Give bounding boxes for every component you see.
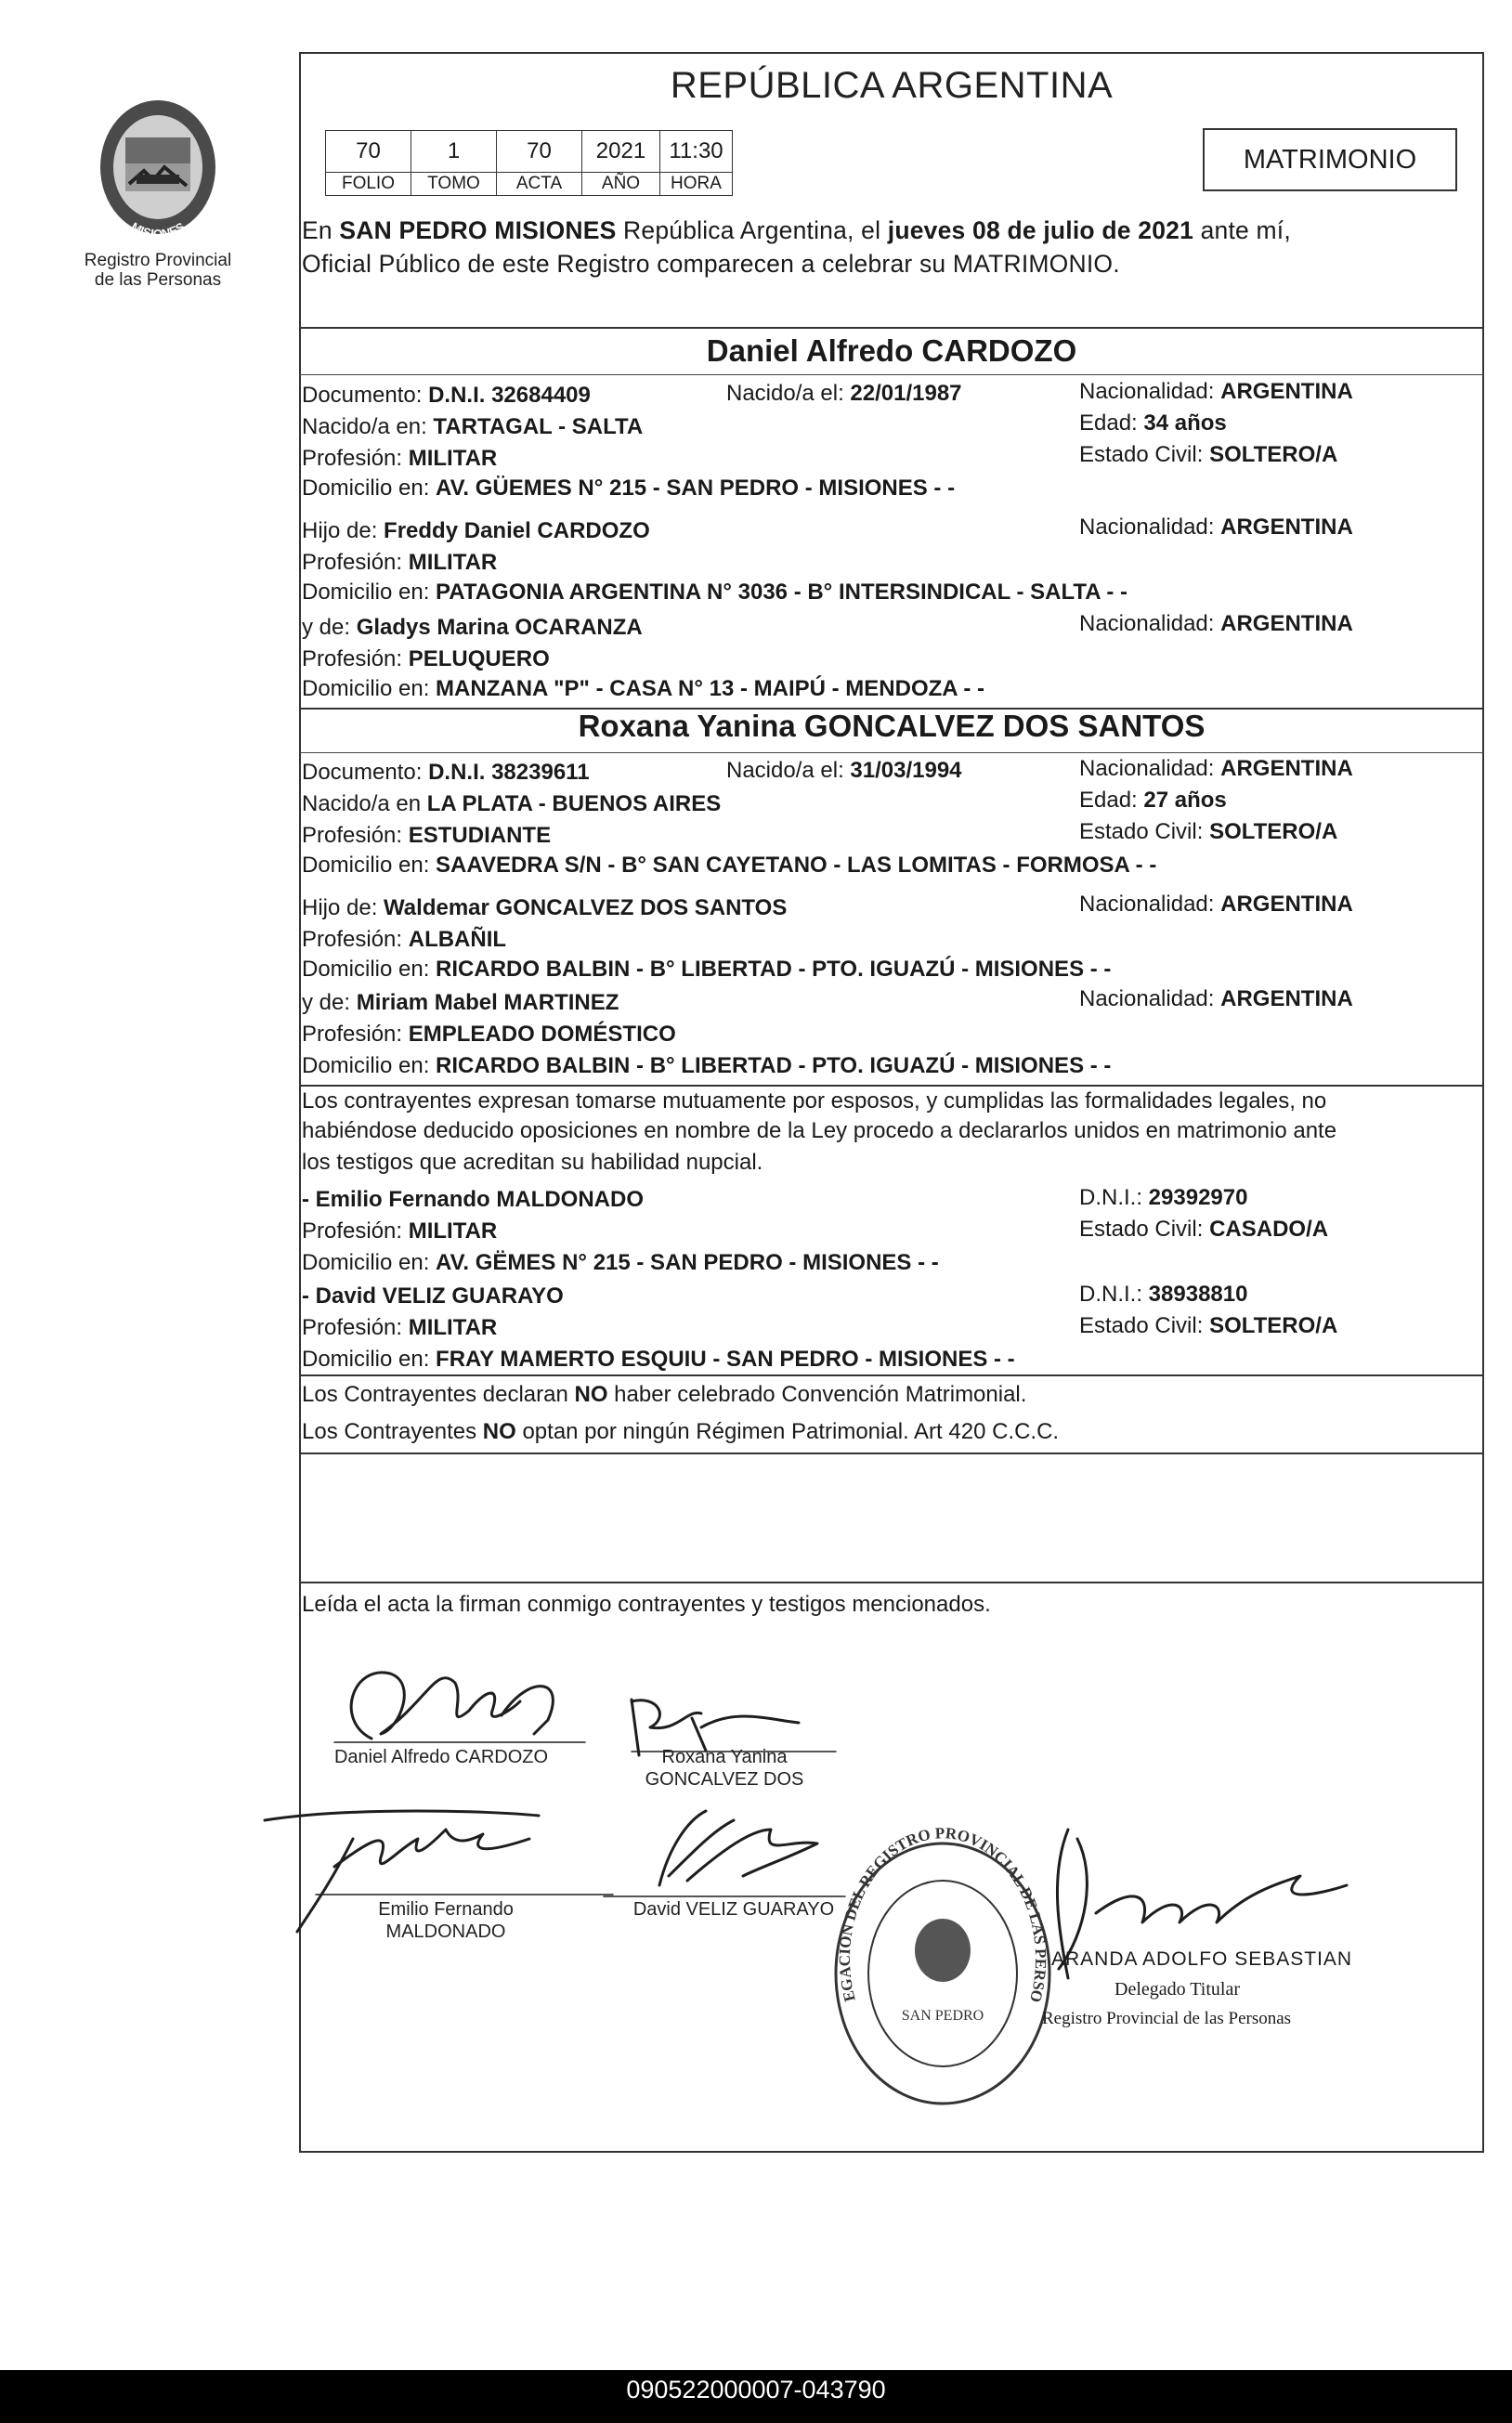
barcode-number: 090522000007-043790 (626, 2376, 886, 2403)
intro-text: República Argentina, el (616, 216, 888, 244)
value: ALBAÑIL (408, 927, 507, 952)
label: Domicilio en: (302, 676, 437, 701)
logo-arc-top: PROVINCIA DE (119, 90, 197, 114)
official-title: Delegado Titular (1114, 1979, 1240, 2000)
spouse1-domicilio (302, 475, 955, 502)
regimen-line2 (302, 1419, 1059, 1445)
spouse2-documento (302, 760, 590, 786)
spouse2-father-nacionalidad (1079, 892, 1353, 918)
hora-label: HORA (660, 173, 733, 196)
witness2-profesion (302, 1315, 497, 1341)
spouse2-father-domicilio (302, 957, 1111, 983)
spouse2-mother-profesion (302, 1022, 676, 1048)
value: 22/01/1987 (850, 381, 962, 406)
label: Nacionalidad: (1079, 379, 1221, 404)
spouse1-father-name (302, 518, 650, 544)
label: Domicilio en: (302, 853, 437, 878)
label: y de: (302, 990, 357, 1015)
label: Documento: (302, 383, 429, 408)
witness2-dni (1079, 1282, 1247, 1308)
value: 31/03/1994 (850, 758, 962, 783)
witness1-dni (1079, 1185, 1247, 1211)
regimen-no: NO (574, 1382, 608, 1407)
value: PELUQUERO (408, 646, 550, 671)
signature-caption-spouse2 (613, 1746, 836, 1791)
spouse1-name: Daniel Alfredo CARDOZO (706, 333, 1077, 368)
value: ARGENTINA (1220, 756, 1353, 781)
regimen-line1 (302, 1382, 1026, 1408)
label: Nacionalidad: (1079, 515, 1221, 540)
label: Documento: (302, 760, 429, 785)
spouse2-estado-civil (1079, 819, 1337, 845)
spouse1-edad (1079, 410, 1227, 436)
spouse1-profesion (302, 446, 497, 472)
declaration-line1: Los contrayentes expresan tomarse mutuamente por esposos, y cumplidas las formalidades legales, no (302, 1088, 1327, 1114)
witness2-estado-civil (1079, 1313, 1337, 1339)
intro-line2: Oficial Público de este Registro comparecen a celebrar su MATRIMONIO. (302, 250, 1120, 278)
regimen-text: optan por ningún Régimen Patrimonial. Art 420 C.C.C. (515, 1419, 1060, 1444)
declaration-line3: los testigos que acreditan su habilidad nupcial. (302, 1150, 763, 1175)
closing-text: Leída el acta la firman conmigo contrayentes y testigos mencionados. (302, 1592, 991, 1617)
divider-line (299, 327, 1484, 329)
label: Nacido/a el: (726, 381, 851, 406)
value: Miriam Mabel MARTINEZ (356, 990, 619, 1015)
spouse1-mother-profesion (302, 646, 550, 672)
label: D.N.I.: (1079, 1282, 1149, 1307)
label: Profesión: (302, 1022, 409, 1047)
label: Domicilio en: (302, 957, 437, 982)
record-type-box: MATRIMONIO (1203, 128, 1457, 191)
spouse1-father-profesion (302, 550, 497, 576)
label: Hijo de: (302, 518, 385, 543)
caption-line: Roxana Yanina (661, 1747, 788, 1767)
logo-caption (56, 251, 260, 290)
spouse2-nacionalidad (1079, 756, 1353, 782)
logo-arc-bottom: MISIONES (128, 219, 188, 241)
value: PATAGONIA ARGENTINA N° 3036 - B° INTERSINDICAL - SALTA - - (436, 580, 1128, 605)
anio-label: AÑO (582, 173, 660, 196)
spouse2-nacido-en (302, 791, 721, 817)
label: Profesión: (302, 1218, 409, 1244)
declaration-line2: habiéndose deducido oposiciones en nombre de la Ley procedo a declararlos unidos en matrimonio ante (302, 1118, 1337, 1143)
label: Profesión: (302, 1315, 409, 1340)
intro-text: ante mí, (1193, 216, 1291, 244)
witness1-profesion (302, 1218, 497, 1244)
spouse1-nacionalidad (1079, 379, 1353, 405)
label: Profesión: (302, 550, 409, 575)
value: MILITAR (408, 1315, 498, 1340)
value: ARGENTINA (1220, 611, 1353, 636)
label: Nacido/a en: (302, 414, 434, 439)
spouse1-mother-domicilio (302, 676, 984, 702)
spouse1-mother-nacionalidad (1079, 611, 1353, 637)
spouse2-nacido-el (726, 758, 962, 784)
acta-label: ACTA (497, 173, 582, 196)
stamp-center-text: SAN PEDRO (901, 2008, 984, 2024)
value: 29392970 (1148, 1185, 1248, 1210)
label: D.N.I.: (1079, 1185, 1149, 1210)
signature-caption-spouse1: Daniel Alfredo CARDOZO (333, 1747, 549, 1767)
label: Domicilio en: (302, 475, 437, 501)
value: SOLTERO/A (1209, 819, 1338, 844)
value: ARGENTINA (1220, 892, 1353, 917)
value: ARGENTINA (1220, 515, 1353, 540)
spouse1-documento (302, 383, 591, 409)
caption-line: GONCALVEZ DOS (645, 1769, 804, 1790)
spouse1-father-nacionalidad (1079, 515, 1353, 541)
label: Nacido/a en (302, 791, 427, 816)
value: EMPLEADO DOMÉSTICO (408, 1022, 676, 1047)
value: MILITAR (408, 446, 498, 471)
value: 34 años (1143, 410, 1227, 436)
divider-line (299, 1085, 1484, 1087)
spouse2-edad (1079, 788, 1227, 814)
label: Estado Civil: (1079, 442, 1210, 467)
label: Domicilio en: (302, 1347, 437, 1372)
witness2-domicilio (302, 1347, 1015, 1373)
tomo-label: TOMO (411, 173, 497, 196)
value: RICARDO BALBIN - B° LIBERTAD - PTO. IGUAZÚ - MISIONES - - (436, 957, 1112, 982)
anio-value: 2021 (582, 131, 660, 173)
value: TARTAGAL - SALTA (433, 414, 644, 439)
intro-text: En (302, 216, 340, 244)
value: LA PLATA - BUENOS AIRES (426, 791, 722, 816)
value: SAAVEDRA S/N - B° SAN CAYETANO - LAS LOMITAS - FORMOSA - - (436, 853, 1157, 878)
spouse1-father-domicilio (302, 580, 1127, 606)
provincial-seal-logo (88, 82, 228, 249)
spouse2-father-profesion (302, 927, 506, 953)
label: Domicilio en: (302, 1053, 437, 1078)
value: RICARDO BALBIN - B° LIBERTAD - PTO. IGUAZÚ - MISIONES - - (436, 1053, 1112, 1078)
label: y de: (302, 615, 357, 640)
spouse2-mother-domicilio (302, 1053, 1111, 1079)
value: MILITAR (408, 550, 498, 575)
folio-value: 70 (326, 131, 411, 173)
label: Edad: (1079, 788, 1144, 813)
intro-place: SAN PEDRO MISIONES (339, 216, 617, 244)
tomo-value: 1 (411, 131, 497, 173)
spouse2-profesion (302, 823, 551, 849)
divider-line (299, 1582, 1484, 1583)
folio-label: FOLIO (326, 173, 411, 196)
label: Nacido/a el: (726, 758, 851, 783)
label: Edad: (1079, 410, 1144, 436)
value: ESTUDIANTE (408, 823, 552, 848)
label: Estado Civil: (1079, 1313, 1210, 1338)
witness1-domicilio (302, 1250, 939, 1276)
spouse2-domicilio (302, 853, 1156, 879)
label: Domicilio en: (302, 580, 437, 605)
logo-caption-line2: de las Personas (94, 270, 222, 290)
signature-caption-witness2: David VELIZ GUARAYO (632, 1899, 835, 1920)
label: Profesión: (302, 927, 409, 952)
label: Estado Civil: (1079, 819, 1210, 844)
spouse1-nacido-en (302, 414, 643, 440)
spouse1-mother-name (302, 615, 643, 641)
value: MANZANA "P" - CASA N° 13 - MAIPÚ - MENDOZA - - (436, 676, 985, 701)
caption-line: MALDONADO (385, 1921, 506, 1942)
value: 38938810 (1148, 1282, 1248, 1307)
spouse2-name: Roxana Yanina GONCALVEZ DOS SANTOS (578, 709, 1206, 743)
value: Freddy Daniel CARDOZO (384, 518, 650, 543)
value: AV. GËMES N° 215 - SAN PEDRO - MISIONES - - (436, 1250, 939, 1275)
label: Nacionalidad: (1079, 986, 1221, 1011)
value: Gladys Marina OCARANZA (356, 615, 643, 640)
witness2-name: - David VELIZ GUARAYO (302, 1283, 564, 1309)
regimen-text: Los Contrayentes declaran (302, 1382, 575, 1407)
document-title: REPÚBLICA ARGENTINA (670, 65, 1114, 106)
label: Nacionalidad: (1079, 611, 1221, 636)
spouse1-estado-civil (1079, 442, 1337, 468)
value: Waldemar GONCALVEZ DOS SANTOS (384, 895, 788, 920)
value: FRAY MAMERTO ESQUIU - SAN PEDRO - MISIONES - - (436, 1347, 1015, 1372)
divider-line (299, 1452, 1484, 1454)
value: SOLTERO/A (1209, 1313, 1338, 1338)
acta-value: 70 (497, 131, 582, 173)
regimen-text: Los Contrayentes (302, 1419, 483, 1444)
official-name: ARANDA ADOLFO SEBASTIAN (1051, 1948, 1353, 1970)
signature-caption-witness1 (344, 1898, 548, 1943)
label: Hijo de: (302, 895, 385, 920)
value: ARGENTINA (1220, 379, 1353, 404)
caption-line: Emilio Fernando (378, 1899, 514, 1920)
divider-line (299, 1374, 1484, 1376)
spouse1-nacido-el (726, 381, 962, 407)
stamp-ring-text: DELEGACION DEL REGISTRO PROVINCIAL DE LAS PERSONAS (811, 1797, 1050, 2005)
label: Profesión: (302, 646, 409, 671)
official-stamp (811, 1797, 1068, 2108)
regimen-no: NO (482, 1419, 516, 1444)
label: Profesión: (302, 823, 409, 848)
value: 27 años (1143, 788, 1227, 813)
value: MILITAR (408, 1218, 498, 1244)
name-underline (299, 374, 1484, 375)
value: SOLTERO/A (1209, 442, 1338, 467)
spouse2-mother-name (302, 990, 619, 1016)
label: Nacionalidad: (1079, 756, 1221, 781)
spouse2-mother-nacionalidad (1079, 986, 1353, 1012)
value: ARGENTINA (1220, 986, 1353, 1011)
label: Nacionalidad: (1079, 892, 1221, 917)
label: Estado Civil: (1079, 1217, 1210, 1242)
value: CASADO/A (1209, 1217, 1329, 1242)
intro-date: jueves 08 de julio de 2021 (887, 216, 1194, 244)
label: Domicilio en: (302, 1250, 437, 1275)
spouse2-father-name (302, 895, 787, 921)
intro-line1 (302, 217, 1291, 243)
logo-caption-line1: Registro Provincial (84, 251, 232, 270)
value: D.N.I. 38239611 (428, 760, 590, 785)
witness1-estado-civil (1079, 1217, 1328, 1243)
signature-spouse1 (316, 1646, 594, 1757)
label: Profesión: (302, 446, 409, 471)
record-header-table (325, 130, 733, 196)
value: D.N.I. 32684409 (428, 383, 591, 408)
value: AV. GÜEMES N° 215 - SAN PEDRO - MISIONES - - (436, 475, 956, 501)
hora-value: 11:30 (660, 131, 733, 173)
regimen-text: haber celebrado Convención Matrimonial. (607, 1382, 1027, 1407)
official-office: Registro Provincial de las Personas (1042, 2009, 1292, 2028)
name-underline (299, 752, 1484, 753)
witness1-name: - Emilio Fernando MALDONADO (302, 1187, 644, 1212)
